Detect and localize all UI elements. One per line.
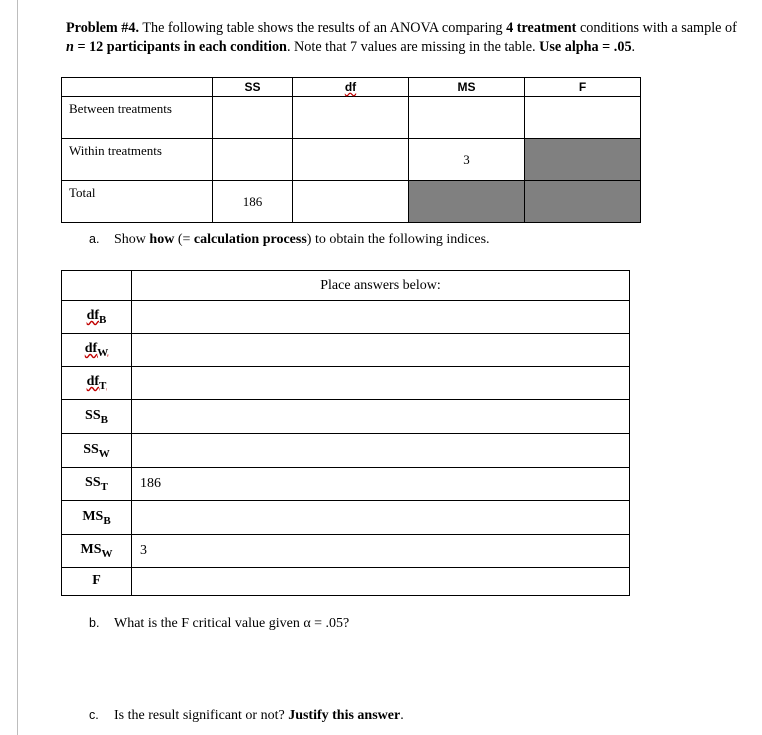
problem-text-2: conditions with a sample of: [576, 20, 737, 36]
question-a: [89, 232, 490, 248]
anova-ss-total: 186: [213, 181, 293, 223]
question-b-text: What is the F critical value given α = .05?: [114, 616, 350, 631]
answer-row-f: [62, 568, 630, 596]
answer-row-sst: [62, 468, 630, 501]
anova-f-total-shaded: [525, 181, 641, 223]
problem-statement: [66, 19, 762, 57]
problem-n-var: n: [66, 39, 74, 55]
anova-table: [61, 77, 641, 223]
answer-header-blank: [62, 271, 132, 301]
question-c: [89, 708, 404, 724]
question-c-text-1: Is the result significant or not?: [114, 708, 289, 723]
answer-field-ss-t[interactable]: 186: [132, 468, 630, 501]
anova-ss-between[interactable]: [213, 97, 293, 139]
problem-bold-3: Use alpha = .05: [539, 39, 632, 55]
anova-header-ms: MS: [409, 78, 525, 97]
problem-text-3: . Note that 7 values are missing in the table.: [286, 39, 540, 55]
symbol-f: F: [62, 568, 132, 596]
question-b: [89, 616, 349, 632]
question-a-bold-1: how: [149, 232, 175, 247]
anova-df-total[interactable]: [293, 181, 409, 223]
problem-line-2: [66, 38, 762, 57]
answer-field-df-t[interactable]: [132, 367, 630, 400]
anova-ms-between[interactable]: [409, 97, 525, 139]
symbol-df-w: $df_W$: [62, 334, 132, 367]
anova-source-between: Between treatments: [62, 97, 213, 139]
anova-header-f: F: [525, 78, 641, 97]
anova-row-within: [62, 139, 641, 181]
problem-label: Problem #4.: [66, 20, 140, 36]
problem-line-1: [66, 19, 762, 38]
anova-row-between: [62, 97, 641, 139]
symbol-df-b: $df_B$: [62, 301, 132, 334]
anova-f-between[interactable]: [525, 97, 641, 139]
symbol-ss-b: $SS_B$: [62, 400, 132, 434]
answer-field-ss-w[interactable]: [132, 434, 630, 468]
question-a-bold-2: calculation process: [193, 232, 307, 247]
page-margin-line: [17, 0, 18, 735]
anova-f-within-shaded: [525, 139, 641, 181]
question-a-text-1: Show: [114, 232, 150, 247]
answer-row-dfw: [62, 334, 630, 367]
symbol-ms-w: $MS_W$: [62, 535, 132, 568]
answer-field-df-w[interactable]: [132, 334, 630, 367]
anova-ss-within[interactable]: [213, 139, 293, 181]
answer-header-row: [62, 271, 630, 301]
anova-header-source: [62, 78, 213, 97]
problem-bold-2: = 12 participants in each condition: [73, 39, 287, 55]
answer-field-ms-b[interactable]: [132, 501, 630, 535]
answer-row-dfb: [62, 301, 630, 334]
anova-ms-within: 3: [409, 139, 525, 181]
problem-text-4: .: [631, 39, 636, 55]
answer-row-ssw: [62, 434, 630, 468]
symbol-ss-w: $SS_W$: [62, 434, 132, 468]
symbol-ms-b: $MS_B$: [62, 501, 132, 535]
anova-df-between[interactable]: [293, 97, 409, 139]
answer-field-ms-w[interactable]: 3: [132, 535, 630, 568]
question-a-text-3: ) to obtain the following indices.: [306, 232, 490, 247]
anova-df-within[interactable]: [293, 139, 409, 181]
answer-header: Place answers below:: [132, 271, 630, 301]
answer-field-ss-b[interactable]: [132, 400, 630, 434]
answer-row-msb: [62, 501, 630, 535]
answer-row-ssb: [62, 400, 630, 434]
anova-row-total: [62, 181, 641, 223]
anova-source-within: Within treatments: [62, 139, 213, 181]
answer-row-msw: [62, 535, 630, 568]
answer-field-f[interactable]: [132, 568, 630, 596]
anova-header-df: [293, 78, 409, 97]
anova-header-df-label: df: [344, 80, 357, 94]
symbol-ss-t: $SS_T$: [62, 468, 132, 501]
problem-text-1: The following table shows the results of an ANOVA comparing: [139, 20, 507, 36]
answer-table: [61, 270, 630, 596]
question-c-letter: c.: [89, 708, 99, 722]
question-c-bold-1: Justify this answer: [288, 708, 401, 723]
question-c-text-2: .: [400, 708, 404, 723]
symbol-df-t: $df_T$: [62, 367, 132, 400]
anova-ms-total-shaded: [409, 181, 525, 223]
problem-bold-1: 4 treatment: [506, 20, 577, 36]
anova-header-row: [62, 78, 641, 97]
answer-field-df-b[interactable]: [132, 301, 630, 334]
question-a-text-2: (=: [174, 232, 194, 247]
answer-row-dft: [62, 367, 630, 400]
question-b-letter: b.: [89, 616, 100, 630]
anova-source-total: Total: [62, 181, 213, 223]
question-a-letter: a.: [89, 232, 100, 246]
anova-header-ss: SS: [213, 78, 293, 97]
